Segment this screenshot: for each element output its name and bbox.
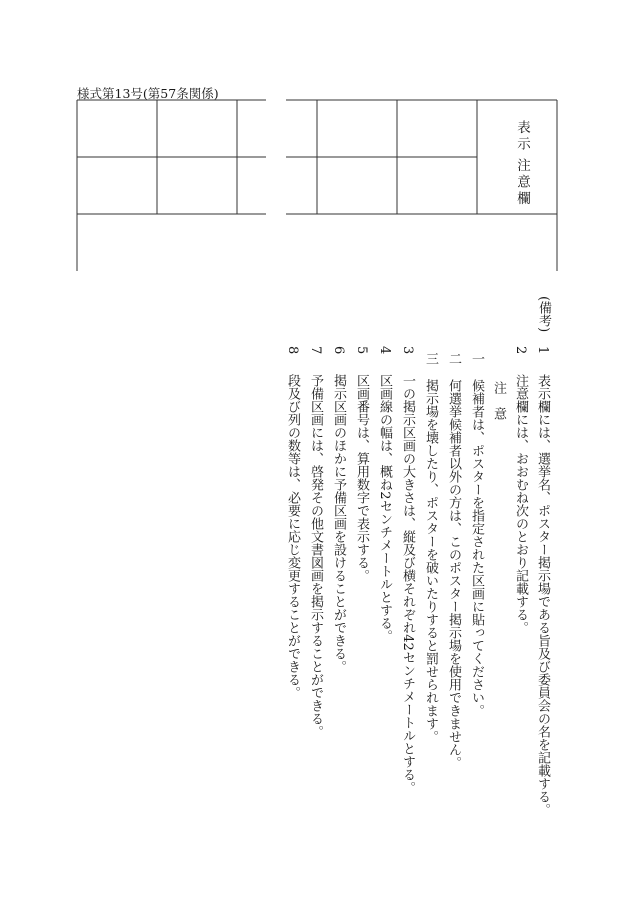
- form-title: 様式第13号(第57条関係): [77, 86, 219, 101]
- note-sub-1: [470, 352, 483, 717]
- note-number: 4: [377, 346, 392, 355]
- note-text: 段及び列の数等は、必要に応じ変更することができる。: [285, 374, 300, 700]
- note-text: 掲示場を壊したり、ポスターを破いたりすると罰せられます。: [423, 379, 438, 743]
- note-text: 区画線の幅は、概ね2センチメートルとする。: [377, 374, 392, 643]
- note-number: 5: [354, 346, 369, 355]
- note-item-1: [536, 346, 549, 816]
- notice-label: 注意欄: [514, 158, 530, 208]
- note-number: 2: [513, 346, 528, 355]
- note-item-6: [332, 346, 345, 673]
- note-text: 掲示区画のほかに予備区画を設けることができる。: [331, 374, 346, 674]
- note-item-7: [309, 346, 322, 738]
- note-number: 7: [308, 346, 323, 355]
- note-item-4: [378, 346, 391, 643]
- note-number: 8: [285, 346, 300, 355]
- note-number: 一: [469, 352, 484, 365]
- note-text: 予備区画には、啓発その他文書図画を掲示することができる。: [308, 374, 323, 739]
- note-sub-2: [447, 352, 460, 769]
- note-item-8: [286, 346, 299, 699]
- note-item-2: [514, 346, 527, 634]
- notes-title: (備考): [536, 296, 551, 333]
- note-text: 注 意: [491, 381, 506, 420]
- note-number: 三: [423, 352, 438, 365]
- note-number: 6: [331, 346, 346, 355]
- note-text: 表示欄には、選挙名、ポスター掲示場である旨及び委員会の名を記載する。: [535, 374, 550, 817]
- note-number: 3: [400, 346, 415, 355]
- display-label: 表示: [514, 120, 530, 153]
- notice-heading: [492, 381, 505, 420]
- note-item-5: [355, 346, 368, 582]
- note-text: 一の掲示区画の大きさは、縦及び横それぞれ42センチメートルとする。: [400, 374, 415, 794]
- note-sub-3: [424, 352, 437, 743]
- note-number: 二: [446, 352, 461, 365]
- note-text: 候補者は、ポスターを指定された区画に貼ってください。: [469, 379, 484, 717]
- note-item-3: [401, 346, 414, 794]
- note-text: 注意欄には、おおむね次のとおり記載する。: [513, 374, 528, 635]
- note-number: 1: [535, 346, 550, 355]
- note-text: 区画番号は、算用数字で表示する。: [354, 374, 369, 583]
- note-text: 何選挙候補者以外の方は、このポスター掲示場を使用できません。: [446, 379, 461, 769]
